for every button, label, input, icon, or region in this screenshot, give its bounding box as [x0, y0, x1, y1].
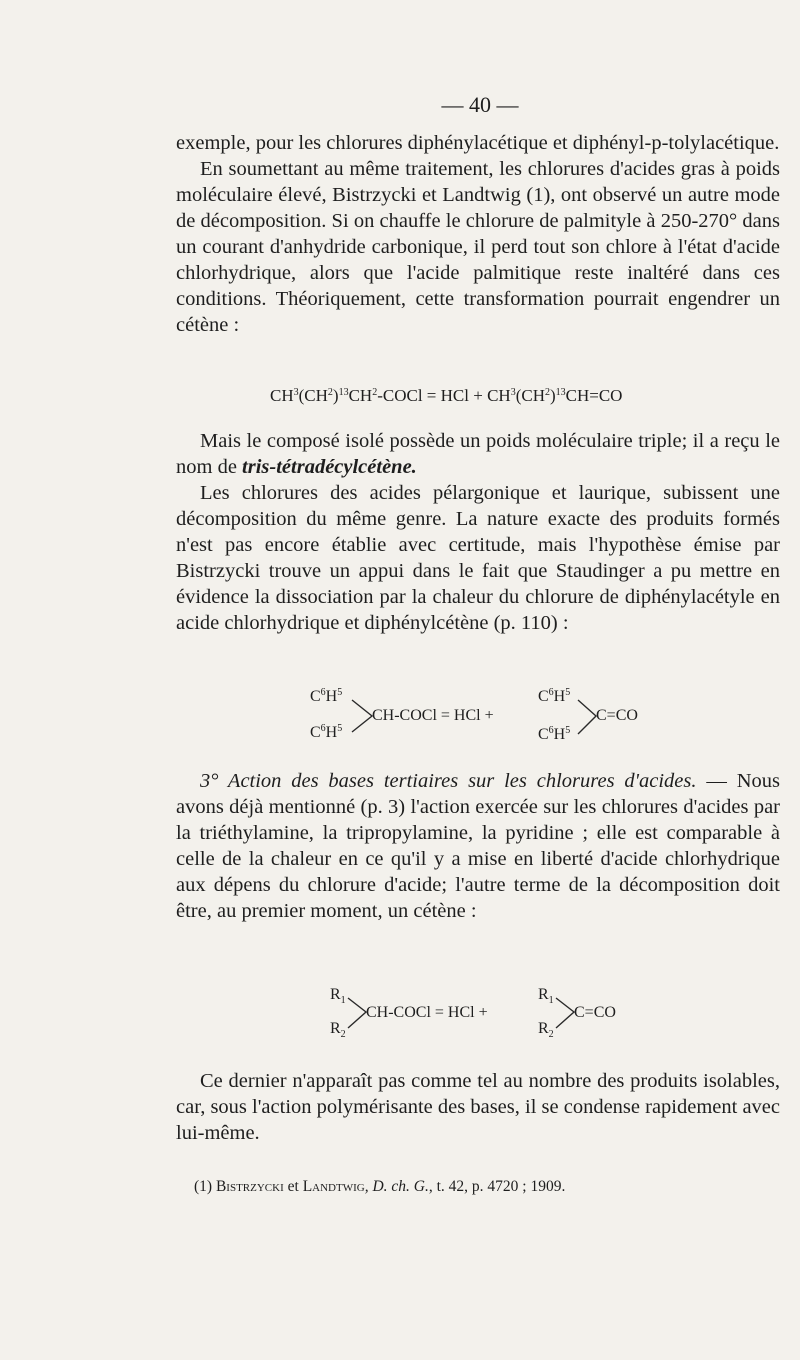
equation-palmityl: $CH^3(CH^2)^{13}CH^2$-COCl = HCl + $CH^3(CH^2)^{13}CH=CO$: [270, 386, 623, 405]
reaction-diphenylacetyl: $C^6H^5$ $C^6H^5$ CH-COCl = HCl + $C^6H^5$ $C^6H^5$ C=CO: [310, 687, 638, 743]
paragraph: Mais le composé isolé possède un poids moléculaire triple; il a reçu le nom de tris-tétradécylcétène.: [176, 430, 780, 478]
section-heading: 3° Action des bases tertiaires sur les chlorures d'acides.: [200, 770, 697, 792]
text-block-4: [176, 1068, 780, 1146]
footnote: (1) Bistrzycki et Landtwig, D. ch. G., t. 42, p. 4720 ; 1909.: [194, 1178, 566, 1195]
paragraph: 3° Action des bases tertiaires sur les chlorures d'acides. — Nous avons déjà mentionné (p. 3) l'action exercée sur les chlorures d'acides par la triéthylamine, la tripropylamine, la pyridine ; elle est comparable à celle de la chaleur en ce qu'il y a mise en liberté d'acide chlorhydrique aux dépens du chlorure d'acide; l'autre terme de la décomposition doit être, au premier moment, un cétène :: [176, 770, 780, 922]
reaction-generic: $R_1$ $R_2$ CH-COCl = HCl + $R_1$ $R_2$ C=CO: [330, 986, 616, 1040]
compound-name: tris-tétradécylcétène.: [242, 456, 417, 478]
paragraph: En soumettant au même traitement, les chlorures d'acides gras à poids moléculaire élevé, Bistrzycki et Landtwig (1), ont observé un autre mode de décomposition. Si on chauffe le chlorure de palmityle à 250-270° dans un courant d'anhydride carbonique, il perd tout son chlore à l'état d'acide chlorhydrique, alors que l'acide palmitique reste inaltéré dans ces conditions. Théoriquement, cette transformation pourrait engendrer un cétène :: [176, 158, 780, 336]
paragraph: exemple, pour les chlorures diphénylacétique et diphényl-p-tolylacétique.: [176, 132, 780, 154]
paragraph: Ce dernier n'apparaît pas comme tel au nombre des produits isolables, car, sous l'action polymérisante des bases, il se condense rapidement avec lui-même.: [176, 1070, 780, 1144]
paragraph: Les chlorures des acides pélargonique et laurique, subissent une décomposition du même genre. La nature exacte des produits formés n'est pas encore établie avec certitude, mais l'hypothèse émise par Bistrzycki trouve un appui dans le fait que Staudinger a pu mettre en évidence la dissociation par la chaleur du chlorure de diphénylacétyle en acide chlorhydrique et diphénylcétène (p. 110) :: [176, 482, 780, 634]
page-number: — 40 —: [441, 92, 519, 117]
